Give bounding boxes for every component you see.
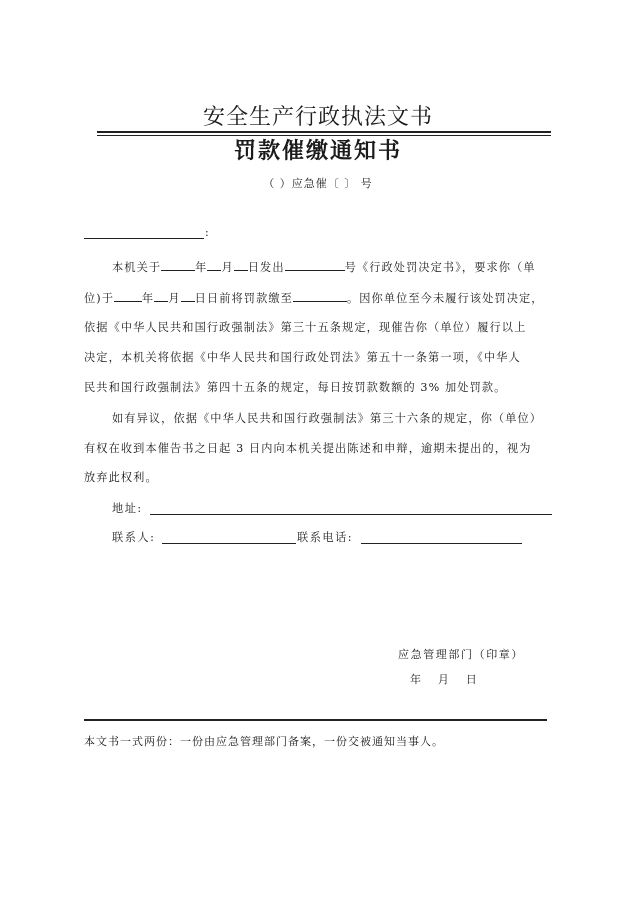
- day-blank[interactable]: [234, 259, 248, 271]
- address-field[interactable]: [150, 513, 552, 515]
- document-title: 安全生产行政执法文书: [202, 105, 433, 130]
- deadline-month-blank[interactable]: [154, 290, 168, 302]
- recipient-colon: :: [205, 226, 209, 239]
- paragraph1-line5: 民共和国行政强制法》第四十五条的规定，每日按罚款数额的 3% 加处罚款。: [84, 381, 507, 394]
- issue-date: 年 月 日: [410, 673, 479, 686]
- p1-text: 日日前将罚款缴至: [194, 292, 293, 305]
- paragraph2-line1: 如有异议，依据《中华人民共和国行政强制法》第三十六条的规定，你（单位）: [112, 412, 543, 425]
- month-blank[interactable]: [207, 259, 221, 271]
- footer-note: 本文书一式两份：一份由应急管理部门备案，一份交被通知当事人。: [84, 735, 444, 748]
- issuing-department-seal: 应急管理部门（印章）: [398, 648, 524, 661]
- p1-text: 年: [142, 292, 155, 305]
- phone-label: 联系电话:: [297, 531, 354, 544]
- paragraph2-line3: 放弃此权利。: [84, 471, 158, 484]
- paragraph1-line4: 决定，本机关将依据《中华人民共和国行政处罚法》第五十一条第一项，《中华人: [84, 351, 521, 364]
- title-divider: [97, 131, 551, 136]
- paragraph1-line1: [112, 259, 536, 276]
- p1-text: 月: [221, 261, 234, 274]
- paragraph1-line2: [84, 290, 544, 307]
- p1-text: 月: [168, 292, 181, 305]
- footer-divider: [84, 719, 547, 721]
- decision-number-blank[interactable]: [285, 259, 345, 271]
- phone-field[interactable]: [361, 542, 522, 544]
- recipient-blank[interactable]: [84, 237, 204, 239]
- p1-text: 年: [195, 261, 208, 274]
- document-number: （ ）应急催〔 〕 号: [263, 177, 373, 190]
- deadline-year-blank[interactable]: [114, 290, 142, 302]
- p1-text: 本机关于: [112, 261, 162, 274]
- paragraph2-line2: 有权在收到本催告书之日起 3 日内向本机关提出陈述和申辩，逾期未提出的，视为: [84, 442, 532, 455]
- p1-text: 号《行政处罚决定书》，要求你（单: [344, 261, 536, 274]
- year-blank[interactable]: [161, 259, 195, 271]
- deadline-day-blank[interactable]: [181, 290, 195, 302]
- address-label: 地址:: [112, 502, 143, 515]
- paragraph1-line3: 依据《中华人民共和国行政强制法》第三十五条规定，现催告你（单位）履行以上: [84, 321, 527, 334]
- document-subtitle: 罚款催缴通知书: [233, 139, 402, 164]
- contact-label: 联系人:: [112, 531, 156, 544]
- p1-text: 日发出: [247, 261, 285, 274]
- p1-text: 位)于: [84, 292, 115, 305]
- contact-field[interactable]: [162, 542, 296, 544]
- payment-destination-blank[interactable]: [293, 290, 347, 302]
- p1-text: 。因你单位至今未履行该处罚决定，: [346, 292, 544, 305]
